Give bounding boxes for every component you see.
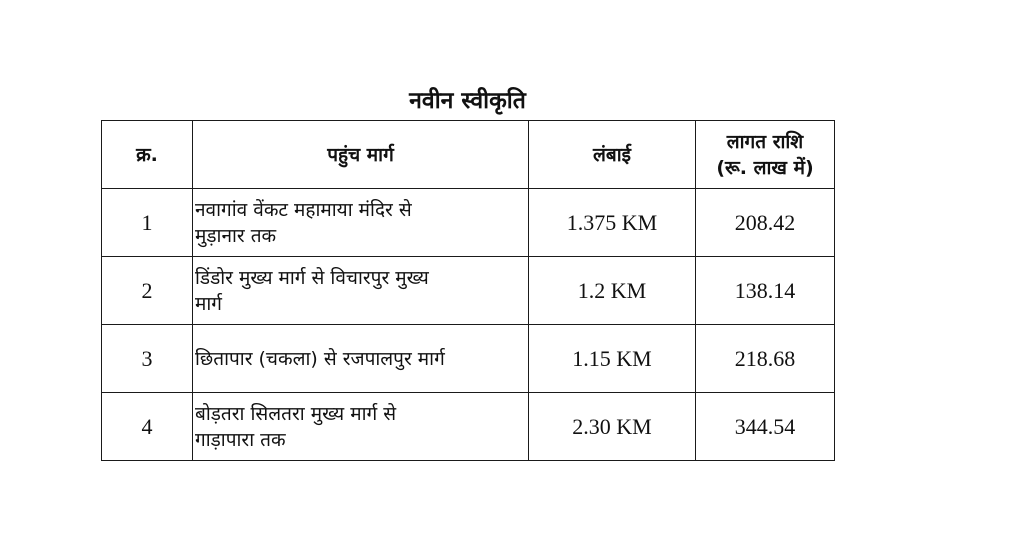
route-line: डिंडोर मुख्य मार्ग से विचारपुर मुख्य [195,266,429,289]
route-line: मुड़ानार तक [195,224,277,247]
route-cell [193,325,529,393]
length-cell: 1.2 KM [529,257,696,325]
cost-cell: 218.68 [696,325,835,393]
table-row [102,325,835,393]
route-line: बोड़तरा सिलतरा मुख्य मार्ग से [195,402,397,425]
length-cell: 1.15 KM [529,325,696,393]
serial-cell: 4 [102,393,193,461]
cost-cell: 138.14 [696,257,835,325]
route-cell [193,257,529,325]
header-route: पहुंच मार्ग [193,121,529,189]
header-cost-line2: (रू. लाख में) [716,156,814,179]
header-length: लंबाई [529,121,696,189]
header-cost [696,121,835,189]
serial-cell: 1 [102,189,193,257]
route-line: मार्ग [195,292,222,315]
serial-cell: 3 [102,325,193,393]
route-line: गाड़ापारा तक [195,428,286,451]
cost-cell: 208.42 [696,189,835,257]
length-cell: 1.375 KM [529,189,696,257]
route-line: नवागांव वेंकट महामाया मंदिर से [195,198,412,221]
serial-cell: 2 [102,257,193,325]
table-row [102,257,835,325]
header-cost-line1: लागत राशि [726,130,804,153]
length-cell: 2.30 KM [529,393,696,461]
cost-cell: 344.54 [696,393,835,461]
table-header-row [102,121,835,189]
table-row [102,189,835,257]
header-serial: क्र. [102,121,193,189]
route-cell [193,189,529,257]
approval-table [101,120,835,461]
route-line: छितापार (चकला) से रजपालपुर मार्ग [195,347,445,370]
document-title: नवीन स्वीकृति [409,88,526,114]
table-row [102,393,835,461]
route-cell [193,393,529,461]
